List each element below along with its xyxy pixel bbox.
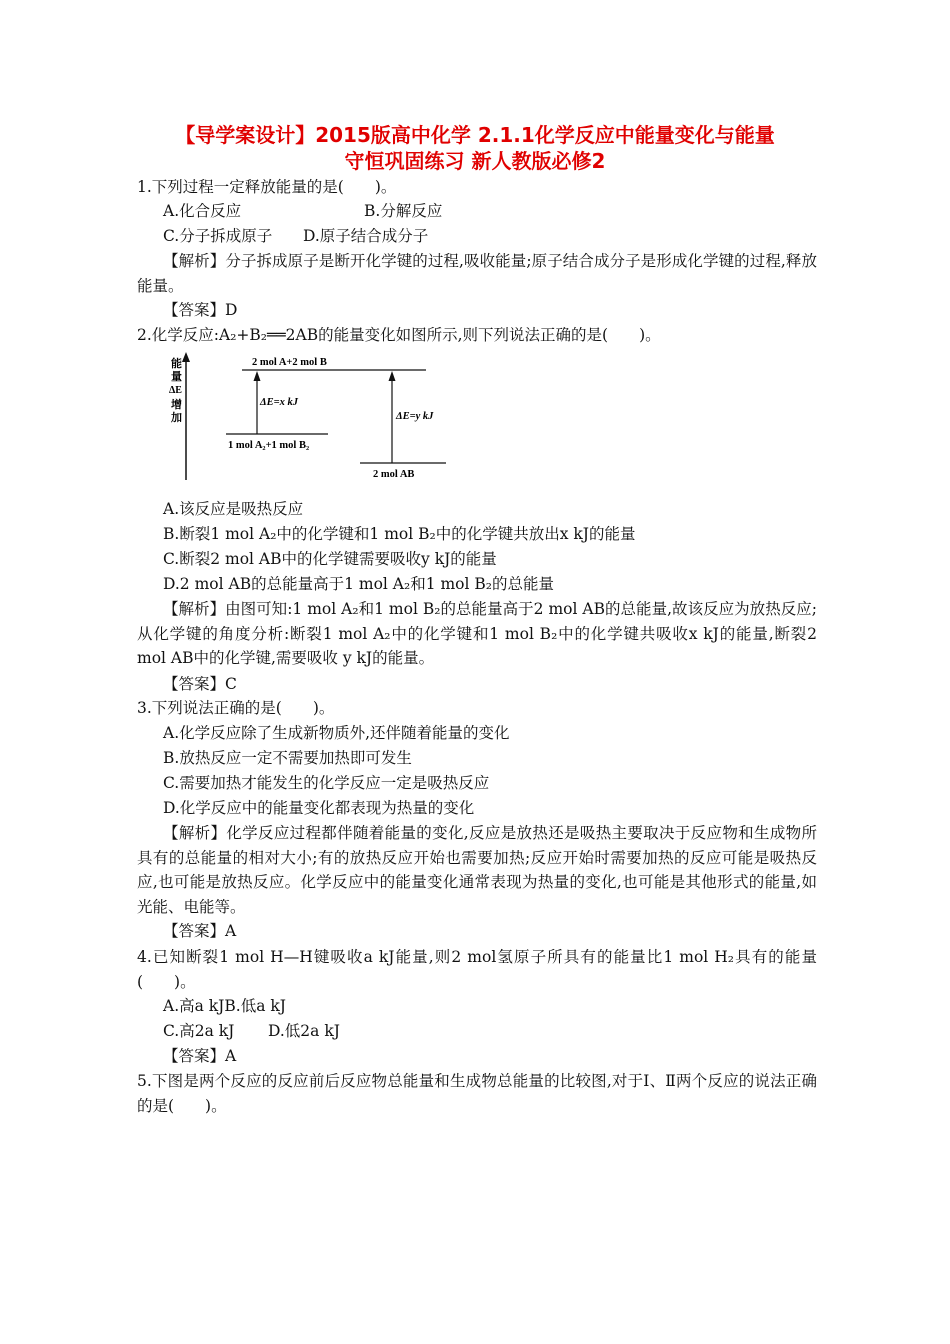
yaxis-label-char-2: 量 [171,371,182,383]
delta-x-arrowhead [254,371,261,381]
middle-level-label: 1 mol A₂+1 mol B₂ [228,440,310,451]
delta-y-label: ΔE=y kJ [396,411,434,422]
q3-option-b: B.放热反应一定不需要加热即可发生 [163,749,412,767]
yaxis-label-char-1: 能 [171,358,182,370]
q1-option-a: A.化合反应 [163,202,242,220]
q1-analysis: 【解析】分子拆成原子是断开化学键的过程,吸收能量;原子结合成分子是形成化学键的过程,释放能量。 [137,252,817,295]
document-title-line2: 守恒巩固练习 新人教版必修2 [344,149,606,173]
q1-option-d: D.原子结合成分子 [303,227,429,245]
yaxis-label-char-5: 加 [171,412,182,424]
delta-y-arrowhead [389,371,396,381]
q2-option-b: B.断裂1 mol A₂中的化学键和1 mol B₂中的化学键共放出x kJ的能量 [163,525,636,543]
q3-option-a: A.化学反应除了生成新物质外,还伴随着能量的变化 [163,724,510,742]
energy-axis-arrowhead [182,352,190,362]
q2-analysis: 【解析】由图可知:1 mol A₂和1 mol B₂的总能量高于2 mol AB的总能量,故该反应为放热反应;从化学键的角度分析:断裂1 mol A₂中的化学键和1 mol B₂中的化学键共吸收x kJ的能量,断裂2 mol AB中的化学键,需要吸收 y kJ的能量。 [137,600,817,667]
q3-answer: 【答案】A [163,922,237,940]
yaxis-label-char-3: ΔE [169,385,182,396]
q3-stem: 3.下列说法正确的是( )。 [137,699,335,717]
q1-option-b: B.分解反应 [364,202,443,220]
q4-stem: 4.已知断裂1 mol H—H键吸收a kJ能量,则2 mol氢原子所具有的能量比1 mol H₂具有的能量( )。 [137,948,817,991]
q5-stem: 5.下图是两个反应的反应前后反应物总能量和生成物总能量的比较图,对于Ⅰ、Ⅱ两个反应的说法正确的是( )。 [137,1072,817,1115]
q3-analysis: 【解析】化学反应过程都伴随着能量的变化,反应是放热还是吸热主要取决于反应物和生成物所具有的总能量的相对大小;有的放热反应开始也需要加热;反应开始时需要加热的反应可能是吸热反应,也可能是放热反应。化学反应中的能量变化通常表现为热量的变化,也可能是其他形式的能量,如光能、电能等。 [137,824,817,916]
yaxis-label-char-4: 增 [171,399,182,411]
q3-option-c: C.需要加热才能发生的化学反应一定是吸热反应 [163,774,490,792]
delta-x-label: ΔE=x kJ [260,397,298,408]
q4-answer: 【答案】A [163,1047,237,1065]
top-level-label: 2 mol A+2 mol B [252,357,327,368]
q1-stem: 1.下列过程一定释放能量的是( )。 [137,178,397,196]
q2-stem: 2.化学反应:A₂+B₂══2AB的能量变化如图所示,则下列说法正确的是( )。 [137,326,661,344]
energy-level-diagram [160,352,460,487]
q4-option-d: D.低2a kJ [268,1022,340,1040]
q4-option-c: C.高2a kJ [163,1022,235,1040]
q1-option-c: C.分子拆成原子 [163,227,273,245]
q2-option-d: D.2 mol AB的总能量高于1 mol A₂和1 mol B₂的总能量 [163,575,555,593]
q3-option-d: D.化学反应中的能量变化都表现为热量的变化 [163,799,475,817]
q2-option-c: C.断裂2 mol AB中的化学键需要吸收y kJ的能量 [163,550,497,568]
q4-options-ab: A.高a kJB.低a kJ [163,997,286,1015]
bottom-level-label: 2 mol AB [373,469,415,480]
q2-answer: 【答案】C [163,675,237,693]
document-title-line1: 【导学案设计】2015版高中化学 2.1.1化学反应中能量变化与能量 [175,123,775,147]
q2-option-a: A.该反应是吸热反应 [163,500,304,518]
q1-answer: 【答案】D [163,301,238,319]
